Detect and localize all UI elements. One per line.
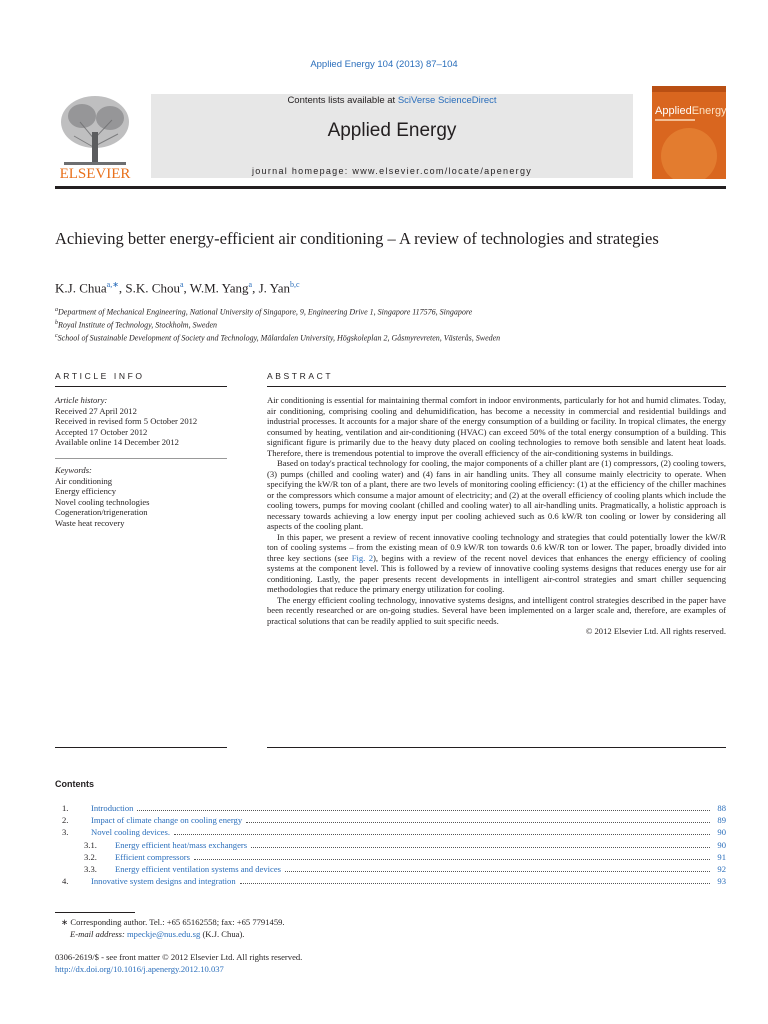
keyword-item: Energy efficiency	[55, 486, 117, 496]
corresponding-author-text: Corresponding author. Tel.: +65 65162558; fax: +65 7791459.	[70, 917, 285, 927]
author-name: K.J. Chua	[55, 280, 107, 296]
keywords-divider	[55, 458, 227, 459]
article-history	[55, 395, 227, 448]
toc-number: 3.	[62, 827, 69, 838]
affiliations	[55, 305, 500, 344]
author-separator: ,	[183, 280, 190, 296]
toc-leader-dots	[240, 883, 710, 884]
toc-leader-dots	[285, 871, 710, 872]
affiliation-text: Department of Mechanical Engineering, National University of Singapore, 9, Engineering Drive 1, Singapore 117576, Singapore	[58, 307, 473, 317]
journal-reference-link[interactable]: Applied Energy 104 (2013) 87–104	[310, 59, 458, 70]
toc-leader-dots	[137, 810, 710, 811]
article-info-rule	[55, 386, 227, 387]
abstract-paragraph: Based on today's practical technology for cooling, the major components of a chiller plant are (1) compressors, (2) cooling towers, (3) pumps (chilled and cooling water) and (4) fans in air handling units. They all consume mainly electricity to operate. When specifying the kW/R ton of a plant, there are two levels of monitoring cooling efficiency: (1) at the efficiency of the chiller machines or the compressors which consume a major amount of electricity; and (2) at the overall efficiency of cooling plants which include the cooling towers, pumps for moving coolant (chilled and cooling water) to all air-handling units. Pragmatically, a holistic approach is necessary towards achieving a low energy input per cooling achieved such as 0.6 kW/R ton cooling or lower by considering all aspects of the cooling plant.	[267, 458, 726, 531]
cover-title-a: Applied	[655, 105, 692, 117]
toc-entry[interactable]	[55, 814, 726, 826]
toc-number: 3.2.	[84, 851, 97, 862]
toc-leader-dots	[174, 834, 710, 835]
elsevier-wordmark: ELSEVIER	[59, 166, 131, 180]
abstract-paragraph: Air conditioning is essential for maintaining thermal comfort in indoor environments, particularly for hot and humid climates. Today, air conditioning, comprising cooling and dehumidification, has become a necessity in commercial and residential buildings and industrial processes. It accounts for a major share of the energy consumption of a building or facility. In tropical climates, the energy consumed by heating, ventilation and air-conditioning (HVAC) can exceed 50% of the total energy consumption of a building. This significant figure is primarily due to the heavy duty placed on cooling technologies to remove both sensible and latent heat loads. Therefore, there is tremendous potential to improve the overall efficiency of the air-conditioning systems in buildings.	[267, 395, 726, 458]
toc-page-number[interactable]: 90	[717, 839, 726, 850]
elsevier-logo	[52, 92, 138, 180]
toc-number: 4.	[62, 876, 69, 887]
toc-page-number[interactable]: 90	[717, 827, 726, 838]
keyword-item: Air conditioning	[55, 475, 113, 486]
toc-leader-dots	[246, 822, 710, 823]
abstract-heading: ABSTRACT	[267, 371, 334, 381]
toc-entry[interactable]	[55, 875, 726, 887]
toc-page-number[interactable]: 88	[717, 803, 726, 813]
affiliation-mark: c	[55, 333, 58, 340]
keyword-item: Cogeneration/trigeneration	[55, 507, 148, 517]
issn-doi-block	[55, 952, 302, 975]
corresponding-author-footnote	[55, 917, 285, 940]
contents-heading: Contents	[55, 779, 94, 789]
journal-homepage[interactable]: journal homepage: www.elsevier.com/locate/apenergy	[251, 166, 533, 176]
footnote-rule	[55, 912, 135, 913]
abstract-rule	[267, 386, 726, 387]
affiliation-mark: a	[55, 307, 58, 313]
toc-entry[interactable]	[55, 802, 726, 814]
toc-page-number[interactable]: 93	[717, 876, 726, 887]
toc-entry[interactable]	[55, 839, 726, 851]
journal-cover-image	[652, 86, 726, 179]
abstract-p3-start: In this paper, we present a review of recent innovative cooling technology and strategies that could potentially lower the kW/R ton of cooling systems – from the existing mean of 0.9 kW/R ton towards 0.6 kW/R ton or lower. The paper, broadly divided into three key sections (see	[267, 531, 726, 563]
contents-availability-line	[151, 95, 633, 106]
email-label: E-mail address:	[70, 928, 125, 939]
article-title: Achieving better energy-efficient air conditioning – A review of technologies and strategies	[55, 229, 659, 248]
abstract-p3-end: ), begins with a review of the recent novel devices that enhances the energy efficiency of cooling systems at the component level. This is followed by a review of innovative cooling systems designs that reduces energy use for air conditioning. Lastly, the paper presents recent developments in intelligent air-control strategies and smart chiller sequencing methodologies that reduce the primary energy utilization for cooling.	[267, 552, 726, 594]
toc-page-number[interactable]: 91	[717, 851, 726, 862]
history-list	[55, 406, 227, 448]
keyword-list	[55, 476, 227, 529]
toc-leader-dots	[251, 847, 710, 848]
sciencedirect-link[interactable]: SciVerse ScienceDirect	[397, 95, 497, 106]
history-item: Accepted 17 October 2012	[55, 426, 148, 437]
table-of-contents	[55, 802, 726, 887]
author-separator: ,	[252, 280, 259, 296]
history-label: Article history:	[55, 395, 108, 405]
toc-number: 3.1.	[84, 839, 97, 850]
affiliation-item	[55, 331, 500, 344]
article-info-heading: ARTICLE INFO	[55, 371, 145, 381]
svg-text:AppliedEnergy	[655, 105, 726, 117]
keywords-block	[55, 465, 227, 528]
affiliation-text: School of Sustainable Development of Society and Technology, Mälardalen University, Högskoleplan 2, Gåsmyrevreten, Västerås, Sweden	[57, 333, 501, 343]
keywords-label: Keywords:	[55, 465, 92, 475]
author-affiliation-marker[interactable]: a,∗	[106, 280, 119, 289]
toc-number: 1.	[62, 803, 69, 813]
author-email-link[interactable]: mpeckje@nus.edu.sg	[126, 928, 201, 939]
history-item: Available online 14 December 2012	[55, 437, 179, 447]
toc-number: 2.	[62, 815, 69, 826]
article-info-bottom-rule	[55, 747, 227, 748]
contents-prefix: Contents lists available at	[287, 95, 398, 106]
author-name: S.K. Chou	[125, 280, 180, 296]
copyright-notice: © 2012 Elsevier Ltd. All rights reserved.	[585, 626, 726, 636]
journal-name: Applied Energy	[327, 120, 457, 141]
author-affiliation-marker[interactable]: a	[248, 280, 253, 289]
affiliation-item	[55, 305, 500, 318]
toc-label[interactable]: Energy efficient heat/mass exchangers	[115, 839, 248, 850]
history-item: Received 27 April 2012	[55, 405, 137, 416]
toc-label[interactable]: Novel cooling devices.	[91, 827, 170, 838]
author-name: W.M. Yang	[189, 280, 249, 296]
affiliation-item	[55, 318, 500, 331]
author-name: J. Yan	[258, 280, 291, 296]
affiliation-text: Royal Institute of Technology, Stockholm, Sweden	[58, 320, 218, 330]
author-affiliation-marker[interactable]: b,c	[290, 280, 300, 289]
header-rule	[55, 186, 726, 189]
author-list	[55, 280, 300, 296]
abstract-bottom-rule	[267, 747, 726, 748]
keyword-item: Novel cooling technologies	[55, 496, 150, 507]
toc-label[interactable]: Impact of climate change on cooling energy	[91, 815, 243, 826]
toc-page-number[interactable]: 92	[717, 863, 726, 874]
doi-link[interactable]: http://dx.doi.org/10.1016/j.apenergy.2012.10.037	[55, 963, 224, 974]
toc-entry[interactable]	[55, 863, 726, 875]
fig-2-link[interactable]: Fig. 2	[351, 552, 373, 563]
toc-entry[interactable]	[55, 826, 726, 838]
abstract-paragraph	[267, 532, 726, 595]
abstract-text	[267, 395, 726, 637]
toc-label[interactable]: Energy efficient ventilation systems and devices	[115, 863, 282, 874]
author-separator: ,	[118, 280, 126, 296]
author-affiliation-marker[interactable]: a	[179, 280, 184, 289]
abstract-paragraph: The energy efficient cooling technology, innovative systems designs, and intelligent control strategies described in the paper have been recently researched or are on-going studies. Several have been implemented on a larger scale and, therefore, are examples of practical solutions that can be readily applied to suit specific needs.	[267, 594, 726, 626]
affiliation-mark: b	[55, 320, 58, 327]
toc-number: 3.3.	[84, 863, 97, 874]
toc-entry[interactable]	[55, 851, 726, 863]
toc-label[interactable]: Efficient compressors	[115, 851, 191, 862]
keyword-item: Waste heat recovery	[55, 517, 125, 528]
email-suffix: (K.J. Chua).	[200, 928, 245, 939]
history-item: Received in revised form 5 October 2012	[55, 416, 198, 426]
toc-page-number[interactable]: 89	[717, 815, 726, 826]
cover-title-b: Energy	[691, 105, 726, 117]
footnote-marker: ∗	[61, 917, 69, 927]
issn-line: 0306-2619/$ - see front matter © 2012 Elsevier Ltd. All rights reserved.	[55, 952, 303, 962]
toc-label[interactable]: Innovative system designs and integration	[91, 876, 236, 887]
toc-leader-dots	[194, 859, 710, 860]
toc-label[interactable]: Introduction	[91, 803, 134, 813]
